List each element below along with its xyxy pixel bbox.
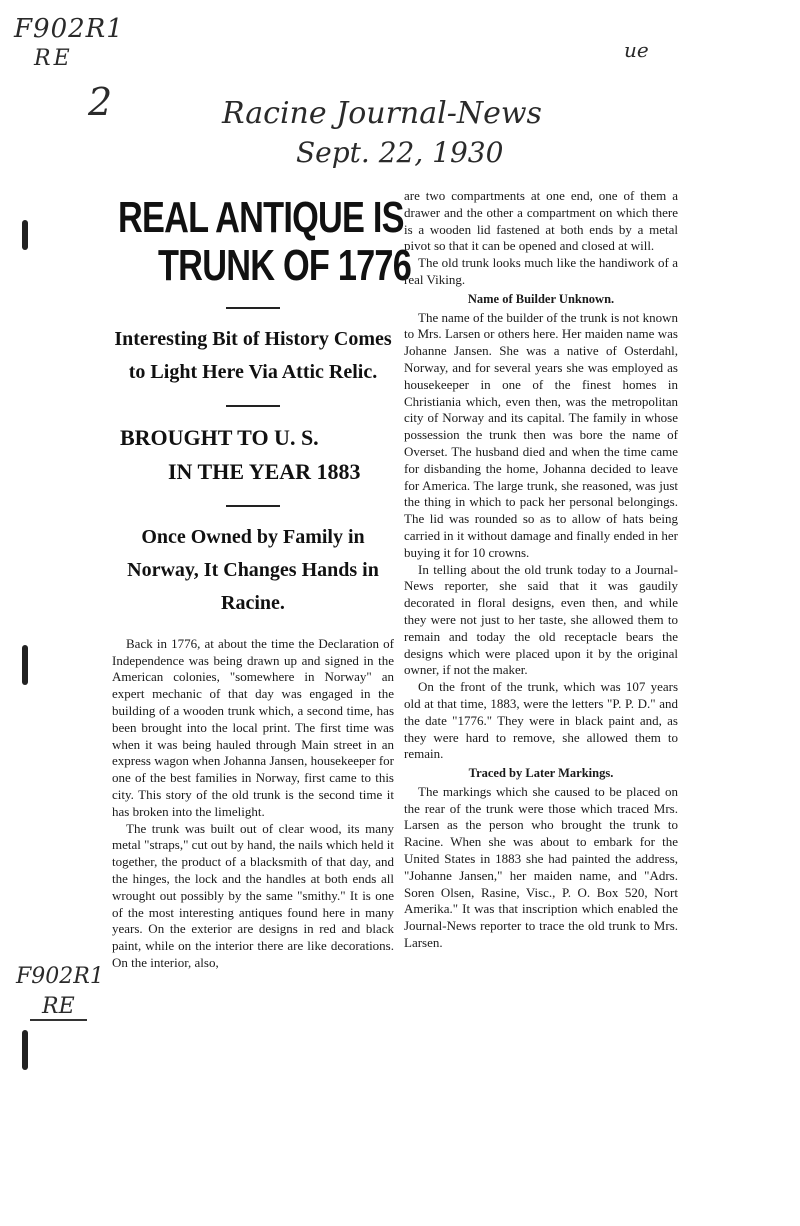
divider: [226, 307, 280, 309]
deck-brought-line-1: BROUGHT TO U. S.: [120, 424, 319, 450]
paragraph: In telling about the old trunk today to a Journal-News reporter, she said that it was gaudily decorated in floral designs, even then, and while they were not just to her taste, she allowed them to remain and today the old receptacle bears the designs which were placed upon it by the original owner, if not the maker.: [404, 561, 678, 678]
paragraph: are two compartments at one end, one of them a drawer and the other a compartment on which there is a wooden lid fastened at both ends by a metal pivot so that it can be opened and closed at will.: [404, 188, 678, 254]
binding-mark: [22, 220, 28, 250]
headline-line-2: TRUNK OF 1776: [158, 241, 412, 291]
subhead-markings: Traced by Later Markings.: [468, 766, 614, 781]
date-annotation: Sept. 22, 1930: [296, 136, 504, 169]
subhead-builder: Name of Builder Unknown.: [467, 291, 615, 306]
paragraph: On the front of the trunk, which was 107 years old at that time, 1883, were the letters "P. P. D." and the date "1776." They were in black paint and, as they were hard to remove, she allowed them to remain.: [404, 679, 678, 762]
left-body: [112, 636, 394, 972]
paragraph: The name of the builder of the trunk is not known to Mrs. Larsen or others here. Her maiden name was Johanne Jansen. She was a native of Osterdahl, Norway, and for several years she was employed as housekeeper in one of the finest homes in Christiania which, even then, was the metropolitan city of Norway and its capital. The family in whose possession the trunk then was bore the name of Overset. The husband died and when the time came for disbanding the home, Johanna decided to leave for America. The large trunk, she reasoned, was just the thing in which to pack her personal belongings. The lid was rounded so as to allow of hats being carried in it without damage and finally ended in her buying it for 10 crowns.: [404, 309, 678, 560]
paragraph: The markings which she caused to be placed on the rear of the trunk were those which traced Mrs. Larsen as the person who brought the trunk to Racine. When she was about to embark for the United States in 1883 she had painted the address, "Johanne Jansen," her maiden name, and "Adrs. Soren Olsen, Rasine, Visc., P. O. Box 520, Nort Amerika." It was that inscription which enabled the Journal-News reporter to trace the old trunk to Mrs. Larsen.: [404, 783, 678, 951]
re-annotation: RE: [34, 46, 73, 71]
side-code-annotation: F902R1: [16, 964, 104, 989]
divider: [226, 505, 280, 507]
deck-norway: Once Owned by Family in Norway, It Changes Hands in Racine.: [127, 525, 379, 614]
headline-line-1: REAL ANTIQUE IS: [118, 193, 404, 242]
paragraph: Back in 1776, at about the time the Declaration of Independence was being drawn up and signed in the American colonies, "somewhere in Norway" an expert mechanic of that day was engaged in the building of a wooden trunk which, a second time, has been brought into the local print. The first time was when it was being hauled through Main street in an express wagon when Johanna Jansen, housekeeper for one of the best families in Norway, first came to this city. This story of the old trunk is the second time it has broken into the limelight.: [112, 635, 394, 819]
side-re-annotation: RE: [30, 994, 87, 1021]
deck-history: Interesting Bit of History Comes to Light Here Via Attic Relic.: [114, 327, 392, 383]
paragraph: The trunk was built out of clear wood, its many metal "straps," cut out by hand, the nails which held it together, the product of a blacksmith of that day, and the hinges, the lock and the handles at both ends all wrought out possibly by the same "smithy." It is one of the most interesting antiques found here in many years. On the exterior are designs in red and black paint, while on the interior there are like decorations. On the interior, also,: [112, 820, 394, 970]
archive-code-annotation: F902R1: [14, 14, 124, 44]
article-column-left: [112, 190, 412, 972]
divider: [226, 405, 280, 407]
corner-mark-annotation: ue: [624, 38, 649, 62]
article-column-right: [404, 188, 678, 952]
source-annotation: Racine Journal-News: [222, 96, 542, 131]
deck-brought-line-2: IN THE YEAR 1883: [168, 458, 361, 484]
paragraph: The old trunk looks much like the handiwork of a real Viking.: [404, 255, 678, 287]
binding-mark: [22, 645, 28, 685]
page-number-annotation: 2: [88, 80, 113, 124]
binding-mark: [22, 1030, 28, 1070]
